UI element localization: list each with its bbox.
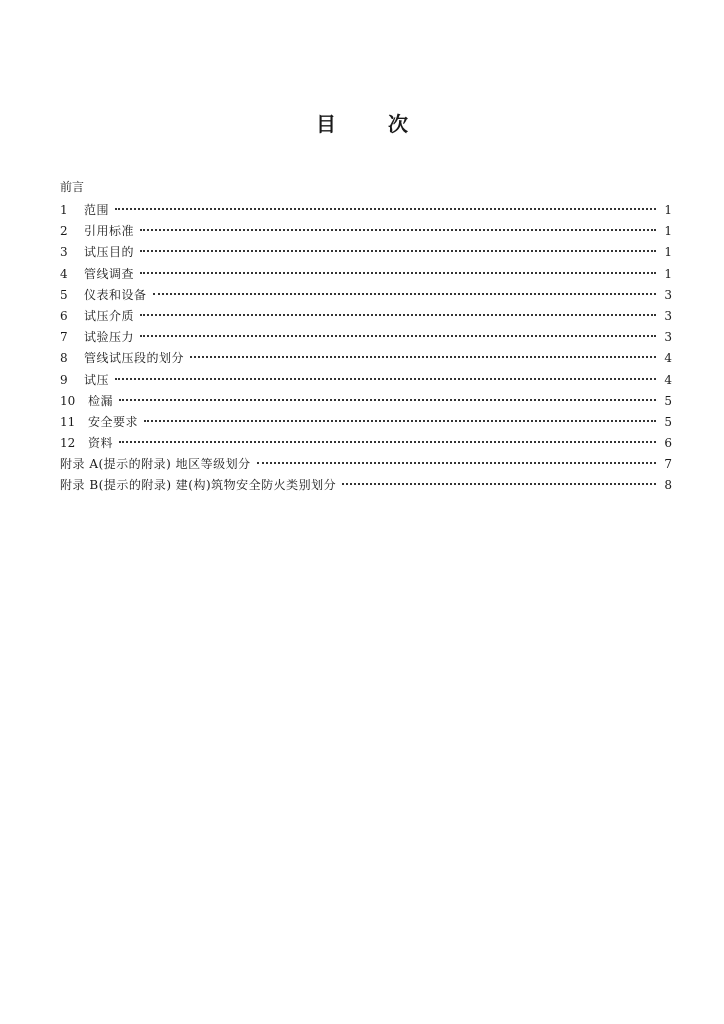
toc-entry-number: 3 [60, 245, 68, 260]
toc-entry [60, 370, 672, 391]
toc-entry [60, 200, 672, 221]
toc-entry-label: 资料 [88, 436, 114, 451]
toc-dot-leader [140, 314, 656, 316]
page-title-second-char: 次 [388, 112, 408, 136]
toc-entry-page: 5 [664, 414, 672, 429]
toc-list [60, 200, 672, 497]
toc-entry [60, 327, 672, 348]
toc-entry [60, 285, 672, 306]
toc-entry-label: 附录 B(提示的附录) 建(构)筑物安全防火类别划分 [60, 478, 337, 493]
toc-entry-page: 5 [664, 393, 672, 408]
toc-entry-label: 试压 [84, 372, 110, 387]
toc-dot-leader [140, 250, 656, 252]
toc-entry [60, 221, 672, 242]
toc-dot-leader [144, 420, 656, 422]
toc-entry-label: 试压介质 [84, 308, 135, 323]
toc-entry-label: 管线调查 [84, 266, 135, 281]
toc-entry-page: 6 [664, 436, 672, 451]
toc-dot-leader [140, 229, 656, 231]
toc-entry-page: 1 [664, 203, 672, 217]
toc-dot-leader [115, 378, 656, 380]
toc-entry-number: 8 [60, 351, 68, 366]
toc-entry-page: 1 [664, 266, 672, 281]
toc-entry-page: 3 [664, 330, 672, 345]
toc-entry-label: 试验压力 [84, 330, 135, 345]
toc-entry [60, 264, 672, 285]
toc-entry-number: 4 [60, 266, 68, 281]
toc-entry-label: 安全要求 [88, 414, 139, 429]
toc-dot-leader [119, 441, 656, 443]
toc-entry [60, 306, 672, 327]
toc-entry-number: 6 [60, 308, 68, 323]
toc-entry-page: 4 [664, 372, 672, 387]
toc-entry-label: 仪表和设备 [84, 287, 147, 302]
toc-entry [60, 433, 672, 454]
toc-dot-leader [342, 483, 656, 485]
page-title-first-char: 目 [316, 112, 336, 136]
toc-dot-leader [140, 272, 656, 274]
toc-entry-number: 5 [60, 287, 68, 302]
toc-entry-label: 试压目的 [84, 245, 135, 260]
toc-entry-appendix [60, 454, 672, 475]
toc-preface: 前言 [60, 180, 85, 194]
toc-entry-page: 8 [664, 478, 672, 493]
page-title [0, 108, 724, 137]
toc-entry [60, 391, 672, 412]
toc-entry-page: 3 [664, 287, 672, 302]
toc-entry-label: 管线试压段的划分 [84, 351, 185, 366]
toc-entry-label: 附录 A(提示的附录) 地区等级划分 [60, 457, 251, 472]
toc-entry-page: 1 [664, 245, 672, 260]
toc-entry-page: 4 [664, 351, 672, 366]
toc-entry-number: 7 [60, 330, 68, 345]
toc-entry-label: 引用标准 [84, 224, 135, 239]
toc-entry [60, 348, 672, 369]
toc-entry-number: 2 [60, 224, 68, 239]
toc-entry-page: 3 [664, 308, 672, 323]
toc-dot-leader [153, 293, 656, 295]
toc-entry-number: 10 [60, 393, 76, 408]
toc-entry [60, 242, 672, 263]
toc-entry-number: 11 [60, 414, 76, 429]
toc-entry-number: 9 [60, 372, 68, 387]
toc-entry-number: 12 [60, 436, 76, 451]
toc-entry [60, 412, 672, 433]
toc-entry-label: 范围 [84, 203, 110, 217]
toc-entry-label: 检漏 [88, 393, 114, 408]
toc-entry-appendix [60, 475, 672, 496]
toc-dot-leader [190, 356, 656, 358]
toc-entry-page: 7 [664, 457, 672, 472]
toc-dot-leader [119, 399, 656, 401]
toc-dot-leader [257, 462, 656, 464]
toc-dot-leader [140, 335, 656, 337]
toc-entry-page: 1 [664, 224, 672, 239]
toc-dot-leader [115, 208, 656, 210]
toc-entry-number: 1 [60, 203, 68, 217]
